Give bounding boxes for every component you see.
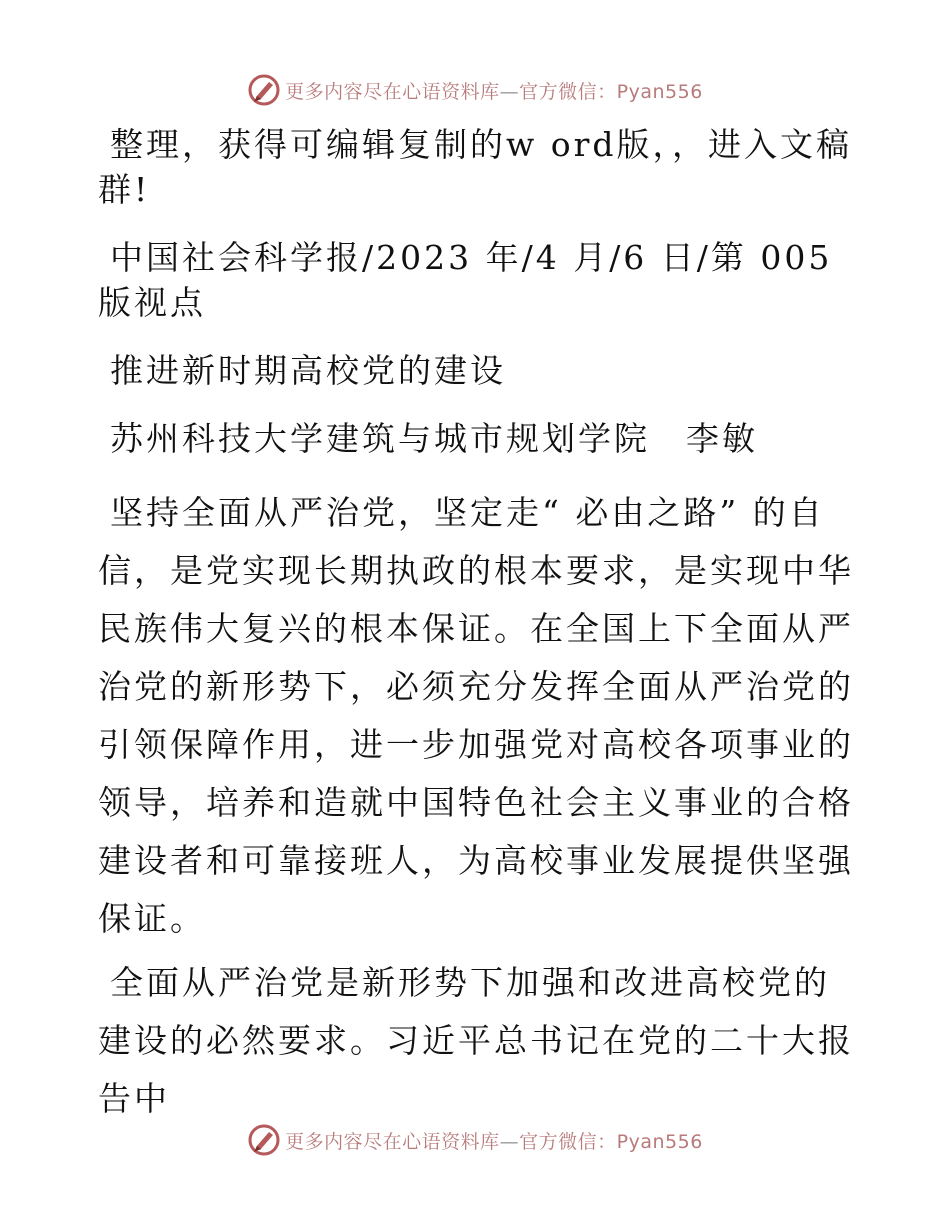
author-line: 苏州科技大学建筑与城市规划学院 李敏 [110, 419, 758, 458]
intro-note: 整理，获得可编辑复制的w ord版，，进入文稿群! [98, 125, 853, 209]
watermark-text [285, 77, 703, 104]
footer-watermark [0, 1120, 950, 1160]
watermark-text [285, 1127, 703, 1154]
pen-logo-icon [247, 73, 281, 107]
watermark-title: 更多内容尽在心语资料库 [285, 80, 500, 103]
paragraph: 全面从严治党是新形势下加强和改进高校党的建设的必然要求。习近平总书记在党的二十大报告中 [98, 963, 854, 1118]
document-body [98, 122, 858, 1128]
watermark-separator: — [499, 1130, 520, 1153]
article-title: 推进新时期高校党的建设 [110, 351, 506, 390]
source-line: 中国社会科学报/2023 年/4 月/6 日/第 005 版视点 [98, 238, 833, 322]
watermark-contact: 官方微信：Pyan556 [519, 1130, 703, 1153]
pen-logo-icon [247, 1123, 281, 1157]
watermark-title: 更多内容尽在心语资料库 [285, 1130, 500, 1153]
header-watermark [0, 70, 950, 110]
watermark-separator: — [499, 80, 520, 103]
watermark-contact: 官方微信：Pyan556 [519, 80, 703, 103]
paragraph: 坚持全面从严治党，坚定走“ 必由之路” 的自信，是党实现长期执政的根本要求，是实现中华民族伟大复兴的根本保证。在全国上下全面从严治党的新形势下，必须充分发挥全面从严治党的引领保障作用，进一步加强党对高校各项事业的领导，培养和造就中国特色社会主义事业的合格建设者和可靠接班人，为高校事业发展提供坚强保证。 [98, 493, 854, 938]
